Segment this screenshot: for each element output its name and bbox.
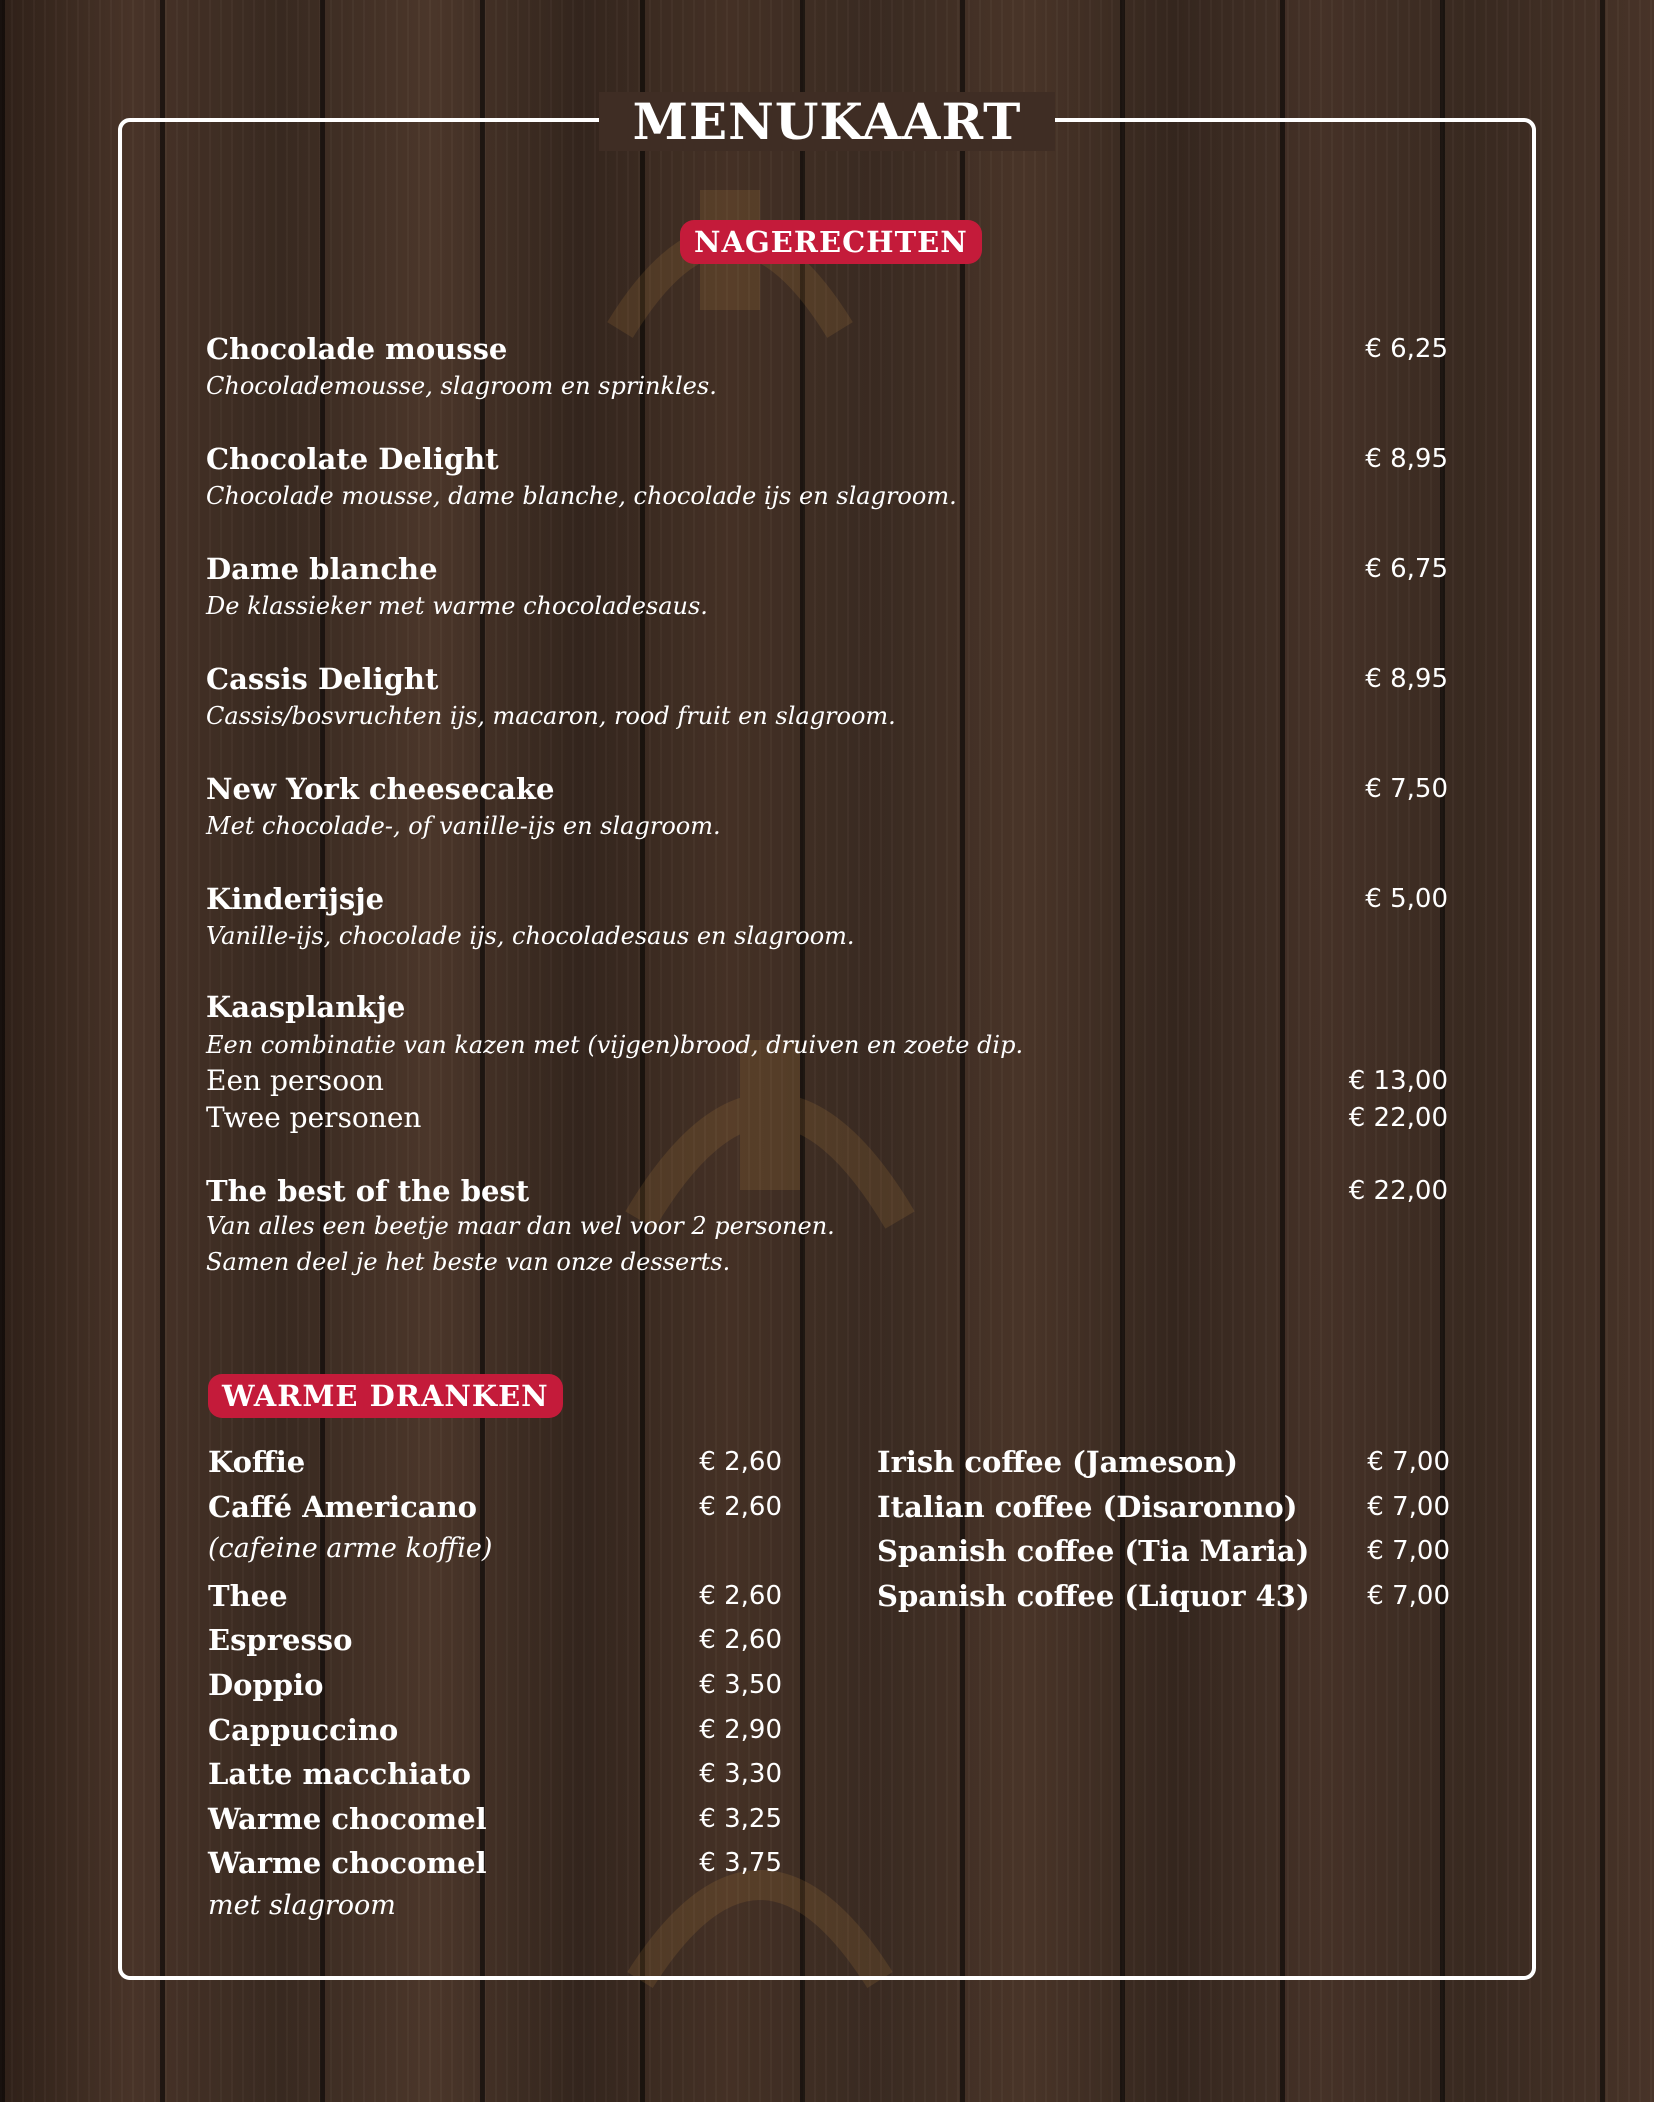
drink-name: Italian coffee (Disaronno) — [877, 1489, 1298, 1524]
drink-name: Koffie — [208, 1445, 306, 1479]
dessert-name: Chocolate Delight — [206, 442, 499, 476]
drink-name: Spanish coffee (Tia Maria) — [877, 1534, 1310, 1569]
drink-name: Thee — [208, 1578, 288, 1613]
price: € 7,00 — [1367, 1580, 1450, 1611]
dessert-description: Samen deel je het beste van onze desserts. — [206, 1248, 731, 1276]
drink-note: met slagroom — [208, 1890, 396, 1921]
dessert-name: Kinderijsje — [206, 882, 385, 916]
price: € 22,00 — [1348, 1176, 1448, 1206]
portion-label: Een persoon — [206, 1064, 384, 1097]
drink-name: Espresso — [208, 1623, 353, 1658]
dessert-name: Chocolade mousse — [206, 332, 508, 366]
price: € 2,60 — [699, 1625, 782, 1656]
dessert-description: Met chocolade-, of vanille-ijs en slagroom. — [206, 812, 721, 840]
price: € 7,00 — [1367, 1447, 1450, 1477]
price: € 7,50 — [1365, 774, 1448, 804]
drink-name: Irish coffee (Jameson) — [877, 1445, 1239, 1479]
drink-name: Warme chocomel — [208, 1846, 487, 1881]
price: € 7,00 — [1367, 1491, 1450, 1522]
drink-note: (cafeine arme koffie) — [208, 1533, 493, 1565]
portion-label: Twee personen — [206, 1101, 422, 1134]
price: € 8,95 — [1365, 444, 1448, 474]
drink-name: Doppio — [208, 1668, 324, 1702]
price: € 5,00 — [1365, 884, 1448, 914]
price: € 3,30 — [699, 1759, 782, 1790]
dessert-name: Cassis Delight — [206, 662, 439, 696]
price: € 2,60 — [699, 1580, 782, 1611]
price: € 3,75 — [699, 1848, 782, 1879]
page-title: MENUKAART — [0, 84, 1654, 160]
dessert-description: Van alles een beetje maar dan wel voor 2 personen. — [206, 1212, 835, 1240]
drink-name: Cappuccino — [208, 1712, 399, 1747]
drink-name: Caffé Americano — [208, 1489, 478, 1524]
dessert-description: Chocolademousse, slagroom en sprinkles. — [206, 372, 717, 400]
dessert-description: Vanille-ijs, chocolade ijs, chocoladesaus en slagroom. — [206, 922, 855, 950]
price: € 8,95 — [1365, 664, 1448, 694]
price: € 3,50 — [699, 1670, 782, 1700]
drink-name: Latte macchiato — [208, 1757, 471, 1792]
drink-name: Warme chocomel — [208, 1801, 487, 1836]
dessert-name: Kaasplankje — [206, 990, 406, 1024]
price: € 2,60 — [699, 1447, 782, 1477]
dessert-description: Een combinatie van kazen met (vijgen)brood, druiven en zoete dip. — [206, 1031, 1024, 1059]
price: € 2,60 — [699, 1491, 782, 1522]
dessert-name: New York cheesecake — [206, 772, 555, 806]
dessert-description: Chocolade mousse, dame blanche, chocolade ijs en slagroom. — [206, 482, 957, 510]
price: € 6,75 — [1365, 554, 1448, 584]
section-badge-warme-dranken: WARME DRANKEN — [208, 1374, 563, 1418]
price: € 22,00 — [1348, 1103, 1448, 1133]
section-badge-nagerechten: NAGERECHTEN — [680, 220, 982, 264]
price: € 3,25 — [699, 1803, 782, 1834]
dessert-name: Dame blanche — [206, 552, 438, 586]
price: € 6,25 — [1365, 334, 1448, 364]
dessert-name: The best of the best — [206, 1174, 530, 1208]
price: € 13,00 — [1348, 1066, 1448, 1096]
price: € 2,90 — [699, 1714, 782, 1745]
price: € 7,00 — [1367, 1536, 1450, 1567]
dessert-description: Cassis/bosvruchten ijs, macaron, rood fruit en slagroom. — [206, 702, 896, 730]
dessert-description: De klassieker met warme chocoladesaus. — [206, 592, 708, 620]
drink-name: Spanish coffee (Liquor 43) — [877, 1578, 1310, 1613]
